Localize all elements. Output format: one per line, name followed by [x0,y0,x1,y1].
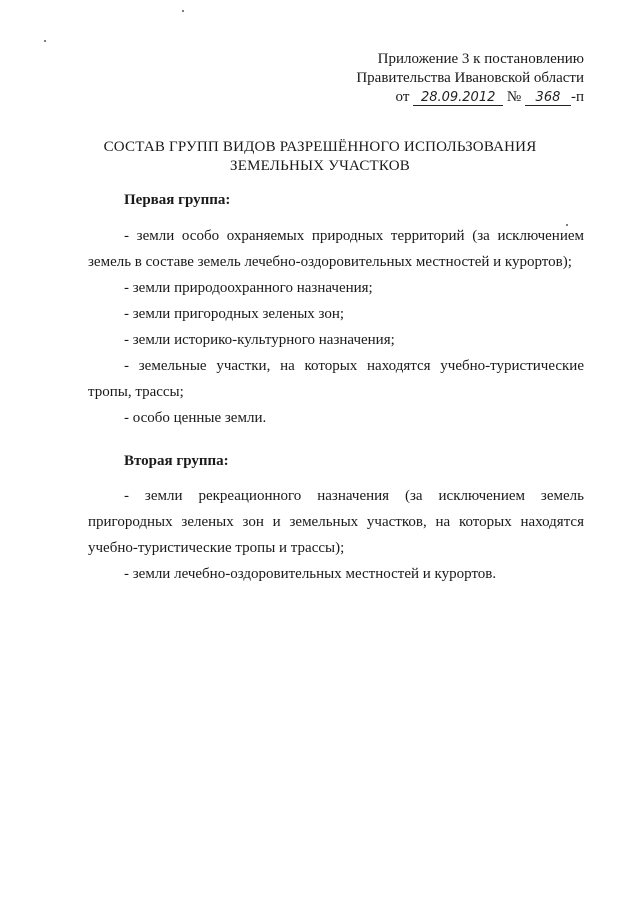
group1-item: - особо ценные земли. [124,410,267,426]
title-line-2: ЗЕМЕЛЬНЫХ УЧАСТКОВ [230,158,410,174]
scan-speck [182,10,184,12]
group1-item: - земли пригородных зеленых зон; [124,306,345,322]
document-title [0,138,640,176]
handwritten-number: 368 [525,91,571,106]
number-label: № [506,89,522,105]
item-line: - земли особо охраняемых природных территорий (за исключением [124,228,584,244]
group1-heading: Первая группа: [124,192,231,208]
appendix-header [356,50,584,107]
item-line: - земельные участки, на которых находятся учебно-туристические [124,358,584,374]
item-line: пригородных зеленых зон и земельных участков, на которых находятся [88,514,584,530]
group1-item: - земли историко-культурного назначения; [124,332,395,348]
group2-item [88,483,584,561]
title-line-1: СОСТАВ ГРУПП ВИДОВ РАЗРЕШЁННОГО ИСПОЛЬЗОВАНИЯ [103,139,537,155]
appendix-line: Приложение 3 к постановлению [377,51,584,67]
government-line: Правительства Ивановской области [356,70,584,86]
item-line: - земли рекреационного назначения (за исключением земель [124,488,584,504]
number-suffix: -п [570,89,584,105]
group1-item: - земли природоохранного назначения; [124,280,373,296]
group1-item [88,223,584,275]
group1-item [88,353,584,405]
item-line: учебно-туристические тропы и трассы); [88,540,345,556]
from-prefix: от [395,89,410,105]
item-line: тропы, трассы; [88,384,184,400]
scan-speck [44,40,46,42]
date-number-line [356,88,584,107]
group2-item: - земли лечебно-оздоровительных местностей и курортов. [124,566,497,582]
item-line: земель в составе земель лечебно-оздоровительных местностей и курортов); [88,254,572,270]
handwritten-date: 28.09.2012 [413,91,503,106]
group2-heading: Вторая группа: [124,453,229,469]
